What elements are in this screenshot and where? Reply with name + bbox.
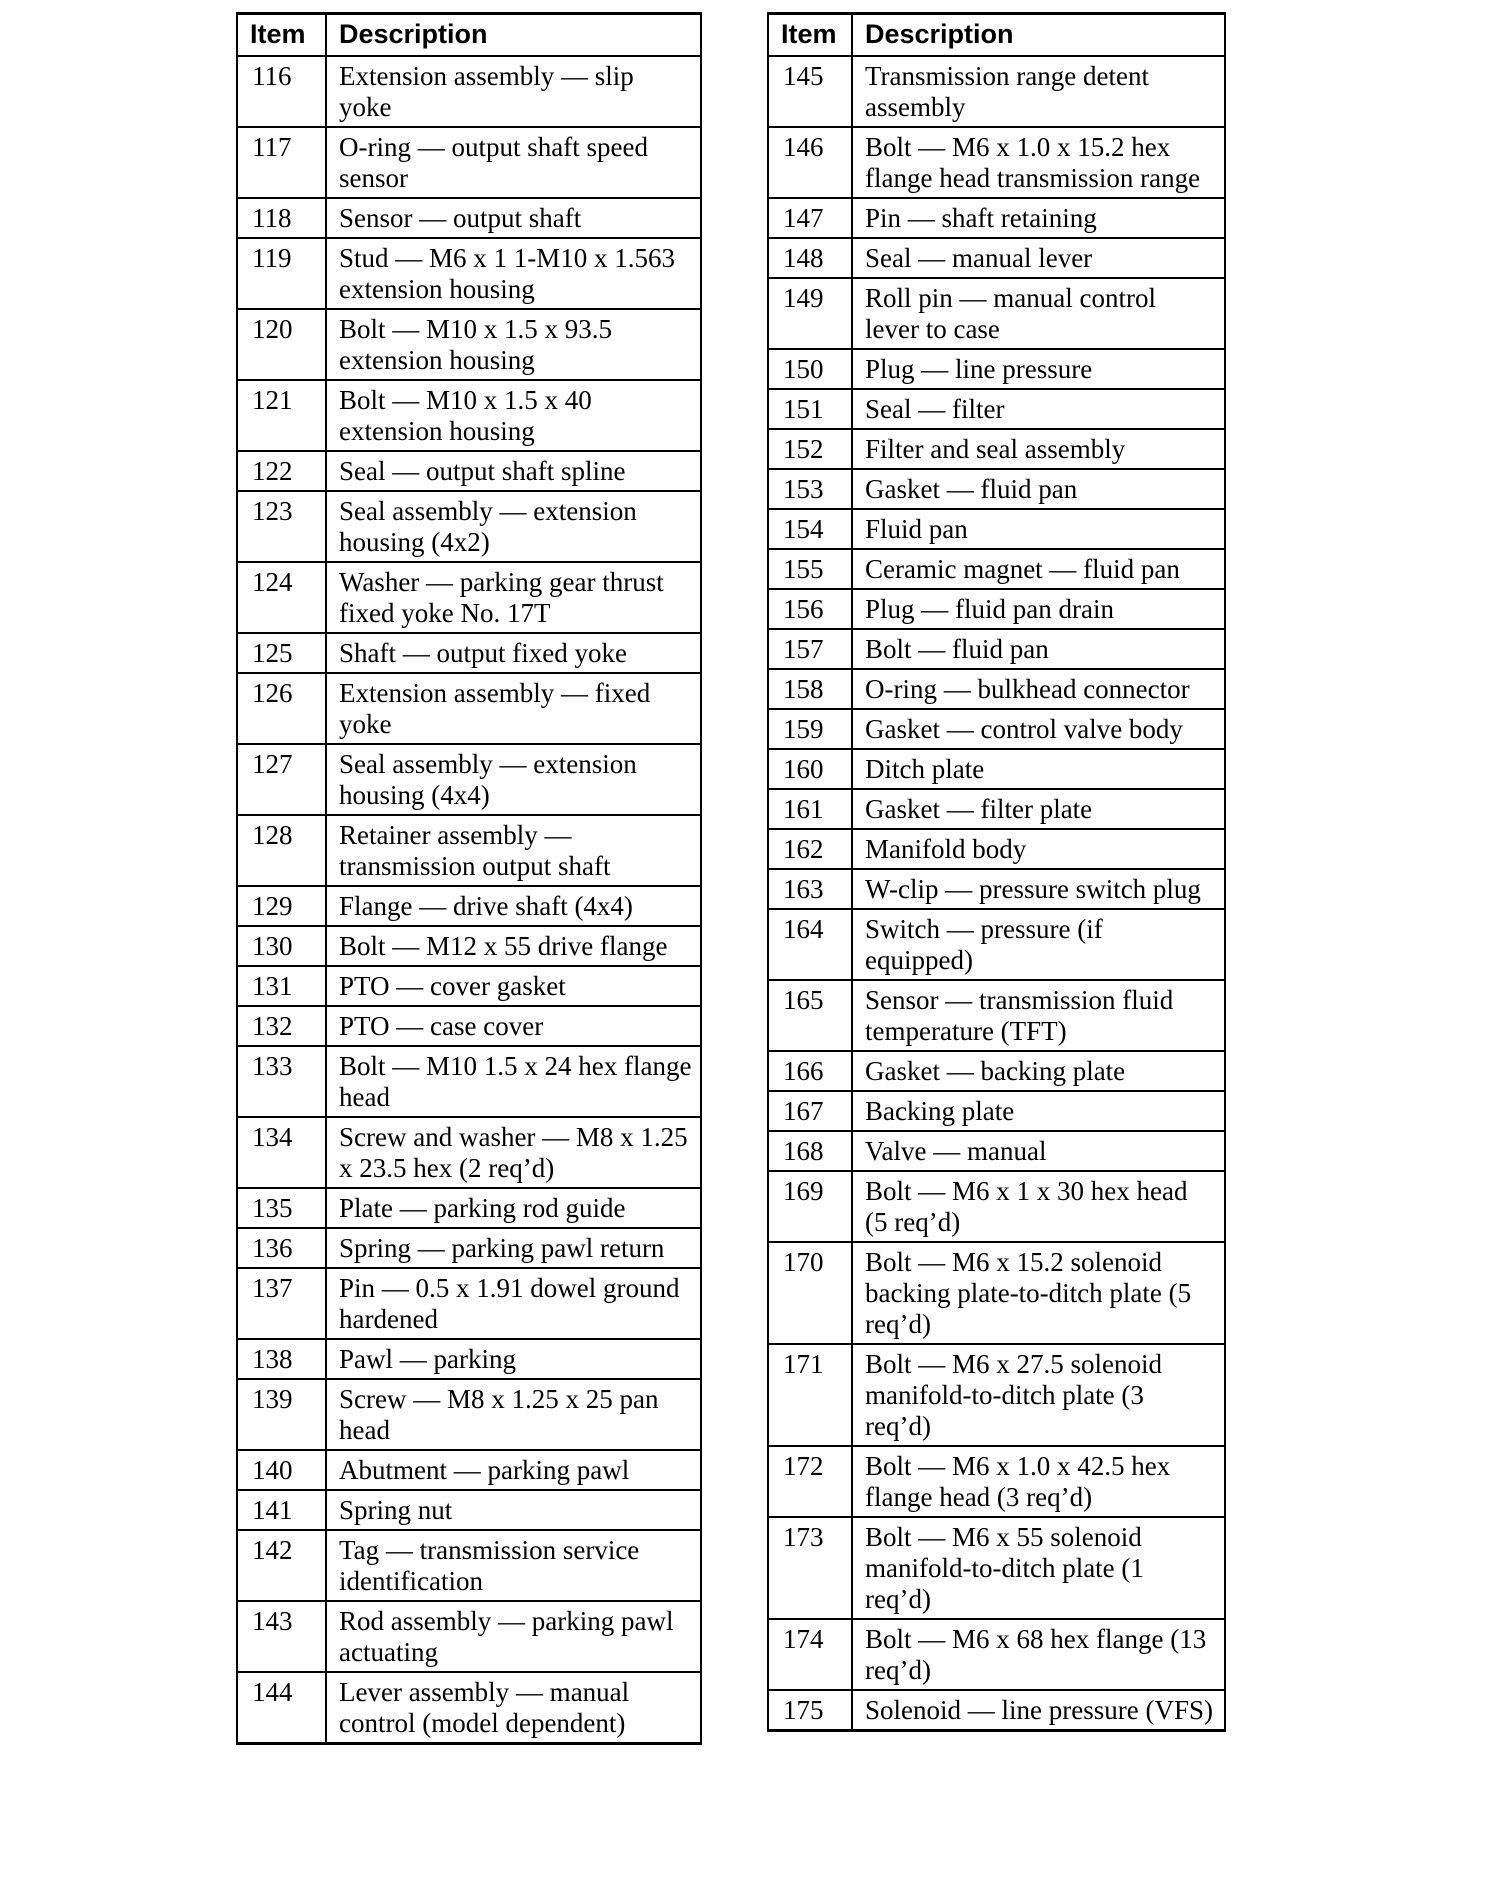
item-description: Pawl — parking bbox=[326, 1339, 701, 1379]
table-row bbox=[768, 980, 1225, 1051]
item-number: 122 bbox=[237, 451, 326, 491]
item-description: Filter and seal assembly bbox=[852, 429, 1225, 469]
table-row bbox=[768, 669, 1225, 709]
item-number: 130 bbox=[237, 926, 326, 966]
table-row bbox=[237, 451, 701, 491]
item-description: Rod assembly — parking pawl actuating bbox=[326, 1601, 701, 1672]
parts-table-right bbox=[767, 12, 1226, 1732]
item-number: 156 bbox=[768, 589, 852, 629]
item-description: Sensor — transmission fluid temperature (TFT) bbox=[852, 980, 1225, 1051]
item-description: Gasket — control valve body bbox=[852, 709, 1225, 749]
table-row bbox=[768, 629, 1225, 669]
item-number: 132 bbox=[237, 1006, 326, 1046]
item-description: Screw — M8 x 1.25 x 25 pan head bbox=[326, 1379, 701, 1450]
header-row bbox=[768, 14, 1225, 57]
table-row bbox=[237, 633, 701, 673]
item-number: 125 bbox=[237, 633, 326, 673]
item-description: Plate — parking rod guide bbox=[326, 1188, 701, 1228]
item-description: Seal — filter bbox=[852, 389, 1225, 429]
item-number: 124 bbox=[237, 562, 326, 633]
column-header-description: Description bbox=[326, 14, 701, 57]
table-row bbox=[768, 238, 1225, 278]
item-number: 135 bbox=[237, 1188, 326, 1228]
item-description: O-ring — bulkhead connector bbox=[852, 669, 1225, 709]
item-number: 120 bbox=[237, 309, 326, 380]
item-description: Manifold body bbox=[852, 829, 1225, 869]
item-description: Gasket — fluid pan bbox=[852, 469, 1225, 509]
table-row bbox=[768, 469, 1225, 509]
item-number: 166 bbox=[768, 1051, 852, 1091]
item-description: Bolt — M6 x 15.2 solenoid backing plate-to-ditch plate (5 req’d) bbox=[852, 1242, 1225, 1344]
item-number: 126 bbox=[237, 673, 326, 744]
item-description: Stud — M6 x 1 1-M10 x 1.563 extension housing bbox=[326, 238, 701, 309]
item-description: Bolt — M6 x 68 hex flange (13 req’d) bbox=[852, 1619, 1225, 1690]
column-header-description: Description bbox=[852, 14, 1225, 57]
item-description: Bolt — M6 x 1 x 30 hex head (5 req’d) bbox=[852, 1171, 1225, 1242]
item-number: 154 bbox=[768, 509, 852, 549]
table-row bbox=[237, 1188, 701, 1228]
table-row bbox=[768, 909, 1225, 980]
table-row bbox=[237, 1006, 701, 1046]
table-row bbox=[768, 1619, 1225, 1690]
table-row bbox=[237, 1117, 701, 1188]
item-number: 147 bbox=[768, 198, 852, 238]
item-description: Bolt — M10 x 1.5 x 93.5 extension housing bbox=[326, 309, 701, 380]
item-number: 134 bbox=[237, 1117, 326, 1188]
column-header-item: Item bbox=[768, 14, 852, 57]
item-description: Backing plate bbox=[852, 1091, 1225, 1131]
table-row bbox=[768, 1051, 1225, 1091]
item-number: 116 bbox=[237, 56, 326, 127]
item-number: 121 bbox=[237, 380, 326, 451]
item-description: Flange — drive shaft (4x4) bbox=[326, 886, 701, 926]
item-number: 131 bbox=[237, 966, 326, 1006]
table-row bbox=[768, 549, 1225, 589]
item-description: Solenoid — line pressure (VFS) bbox=[852, 1690, 1225, 1731]
item-number: 158 bbox=[768, 669, 852, 709]
item-number: 167 bbox=[768, 1091, 852, 1131]
item-description: W-clip — pressure switch plug bbox=[852, 869, 1225, 909]
item-number: 163 bbox=[768, 869, 852, 909]
item-number: 152 bbox=[768, 429, 852, 469]
table-row bbox=[237, 1046, 701, 1117]
table-row bbox=[768, 389, 1225, 429]
item-number: 137 bbox=[237, 1268, 326, 1339]
item-number: 162 bbox=[768, 829, 852, 869]
table-row bbox=[237, 815, 701, 886]
item-description: Bolt — M6 x 1.0 x 15.2 hex flange head transmission range bbox=[852, 127, 1225, 198]
item-number: 133 bbox=[237, 1046, 326, 1117]
table-row bbox=[237, 1339, 701, 1379]
table-row bbox=[768, 1131, 1225, 1171]
item-number: 148 bbox=[768, 238, 852, 278]
item-number: 128 bbox=[237, 815, 326, 886]
item-number: 118 bbox=[237, 198, 326, 238]
item-description: Seal assembly — extension housing (4x2) bbox=[326, 491, 701, 562]
table-row bbox=[237, 673, 701, 744]
item-number: 151 bbox=[768, 389, 852, 429]
table-row bbox=[237, 238, 701, 309]
item-description: Screw and washer — M8 x 1.25 x 23.5 hex (2 req’d) bbox=[326, 1117, 701, 1188]
table-row bbox=[768, 789, 1225, 829]
item-description: O-ring — output shaft speed sensor bbox=[326, 127, 701, 198]
header-row bbox=[237, 14, 701, 57]
item-number: 144 bbox=[237, 1672, 326, 1744]
table-row bbox=[237, 127, 701, 198]
item-number: 175 bbox=[768, 1690, 852, 1731]
table-row bbox=[768, 1517, 1225, 1619]
item-description: Extension assembly — fixed yoke bbox=[326, 673, 701, 744]
item-number: 168 bbox=[768, 1131, 852, 1171]
item-description: Sensor — output shaft bbox=[326, 198, 701, 238]
item-number: 153 bbox=[768, 469, 852, 509]
table-row bbox=[237, 562, 701, 633]
table-row bbox=[768, 429, 1225, 469]
item-description: Extension assembly — slip yoke bbox=[326, 56, 701, 127]
item-description: Ceramic magnet — fluid pan bbox=[852, 549, 1225, 589]
table-row bbox=[768, 349, 1225, 389]
item-description: Gasket — backing plate bbox=[852, 1051, 1225, 1091]
table-row bbox=[237, 1672, 701, 1744]
item-number: 117 bbox=[237, 127, 326, 198]
item-description: Pin — shaft retaining bbox=[852, 198, 1225, 238]
item-number: 145 bbox=[768, 56, 852, 127]
item-description: Bolt — M6 x 27.5 solenoid manifold-to-ditch plate (3 req’d) bbox=[852, 1344, 1225, 1446]
item-description: Bolt — M12 x 55 drive flange bbox=[326, 926, 701, 966]
item-number: 138 bbox=[237, 1339, 326, 1379]
item-number: 159 bbox=[768, 709, 852, 749]
item-description: Seal — manual lever bbox=[852, 238, 1225, 278]
item-description: Seal assembly — extension housing (4x4) bbox=[326, 744, 701, 815]
item-number: 141 bbox=[237, 1490, 326, 1530]
item-description: Washer — parking gear thrust fixed yoke No. 17T bbox=[326, 562, 701, 633]
item-number: 161 bbox=[768, 789, 852, 829]
item-number: 172 bbox=[768, 1446, 852, 1517]
item-number: 129 bbox=[237, 886, 326, 926]
table-row bbox=[768, 509, 1225, 549]
item-number: 123 bbox=[237, 491, 326, 562]
table-row bbox=[237, 1450, 701, 1490]
table-row bbox=[237, 1490, 701, 1530]
item-description: Switch — pressure (if equipped) bbox=[852, 909, 1225, 980]
parts-table-left bbox=[236, 12, 702, 1745]
item-number: 160 bbox=[768, 749, 852, 789]
item-description: Valve — manual bbox=[852, 1131, 1225, 1171]
item-description: Bolt — M6 x 55 solenoid manifold-to-ditch plate (1 req’d) bbox=[852, 1517, 1225, 1619]
table-row bbox=[768, 589, 1225, 629]
table-row bbox=[768, 1242, 1225, 1344]
table-row bbox=[237, 926, 701, 966]
table-row bbox=[768, 1446, 1225, 1517]
item-description: Abutment — parking pawl bbox=[326, 1450, 701, 1490]
table-row bbox=[237, 491, 701, 562]
item-number: 169 bbox=[768, 1171, 852, 1242]
table-row bbox=[237, 1601, 701, 1672]
item-number: 127 bbox=[237, 744, 326, 815]
item-description: Gasket — filter plate bbox=[852, 789, 1225, 829]
item-description: Bolt — fluid pan bbox=[852, 629, 1225, 669]
table-row bbox=[237, 744, 701, 815]
item-description: Spring nut bbox=[326, 1490, 701, 1530]
item-description: Plug — fluid pan drain bbox=[852, 589, 1225, 629]
item-number: 146 bbox=[768, 127, 852, 198]
table-row bbox=[237, 1379, 701, 1450]
item-description: Bolt — M10 1.5 x 24 hex flange head bbox=[326, 1046, 701, 1117]
table-row bbox=[768, 278, 1225, 349]
item-number: 150 bbox=[768, 349, 852, 389]
item-number: 170 bbox=[768, 1242, 852, 1344]
item-number: 173 bbox=[768, 1517, 852, 1619]
table-row bbox=[237, 966, 701, 1006]
item-number: 149 bbox=[768, 278, 852, 349]
item-description: Retainer assembly — transmission output shaft bbox=[326, 815, 701, 886]
item-description: Seal — output shaft spline bbox=[326, 451, 701, 491]
item-description: Lever assembly — manual control (model dependent) bbox=[326, 1672, 701, 1744]
item-number: 140 bbox=[237, 1450, 326, 1490]
item-number: 165 bbox=[768, 980, 852, 1051]
table-row bbox=[237, 380, 701, 451]
item-number: 171 bbox=[768, 1344, 852, 1446]
item-description: Transmission range detent assembly bbox=[852, 56, 1225, 127]
table-row bbox=[768, 1690, 1225, 1731]
table-row bbox=[768, 749, 1225, 789]
item-description: Ditch plate bbox=[852, 749, 1225, 789]
table-row bbox=[237, 1268, 701, 1339]
table-row bbox=[768, 1091, 1225, 1131]
item-number: 136 bbox=[237, 1228, 326, 1268]
item-number: 142 bbox=[237, 1530, 326, 1601]
table-row bbox=[768, 1171, 1225, 1242]
item-description: Roll pin — manual control lever to case bbox=[852, 278, 1225, 349]
item-number: 164 bbox=[768, 909, 852, 980]
item-number: 143 bbox=[237, 1601, 326, 1672]
item-number: 119 bbox=[237, 238, 326, 309]
item-number: 139 bbox=[237, 1379, 326, 1450]
table-row bbox=[768, 56, 1225, 127]
table-row bbox=[237, 886, 701, 926]
table-row bbox=[237, 1530, 701, 1601]
table-row bbox=[768, 127, 1225, 198]
table-row bbox=[768, 869, 1225, 909]
column-header-item: Item bbox=[237, 14, 326, 57]
item-description: Tag — transmission service identification bbox=[326, 1530, 701, 1601]
item-description: Pin — 0.5 x 1.91 dowel ground hardened bbox=[326, 1268, 701, 1339]
table-row bbox=[237, 309, 701, 380]
table-row bbox=[768, 198, 1225, 238]
table-row bbox=[237, 198, 701, 238]
item-description: PTO — cover gasket bbox=[326, 966, 701, 1006]
table-row bbox=[237, 56, 701, 127]
item-number: 174 bbox=[768, 1619, 852, 1690]
table-row bbox=[768, 829, 1225, 869]
item-number: 155 bbox=[768, 549, 852, 589]
table-row bbox=[237, 1228, 701, 1268]
item-description: Spring — parking pawl return bbox=[326, 1228, 701, 1268]
item-description: PTO — case cover bbox=[326, 1006, 701, 1046]
item-description: Fluid pan bbox=[852, 509, 1225, 549]
table-row bbox=[768, 1344, 1225, 1446]
item-number: 157 bbox=[768, 629, 852, 669]
table-row bbox=[768, 709, 1225, 749]
item-description: Plug — line pressure bbox=[852, 349, 1225, 389]
item-description: Shaft — output fixed yoke bbox=[326, 633, 701, 673]
item-description: Bolt — M6 x 1.0 x 42.5 hex flange head (3 req’d) bbox=[852, 1446, 1225, 1517]
item-description: Bolt — M10 x 1.5 x 40 extension housing bbox=[326, 380, 701, 451]
